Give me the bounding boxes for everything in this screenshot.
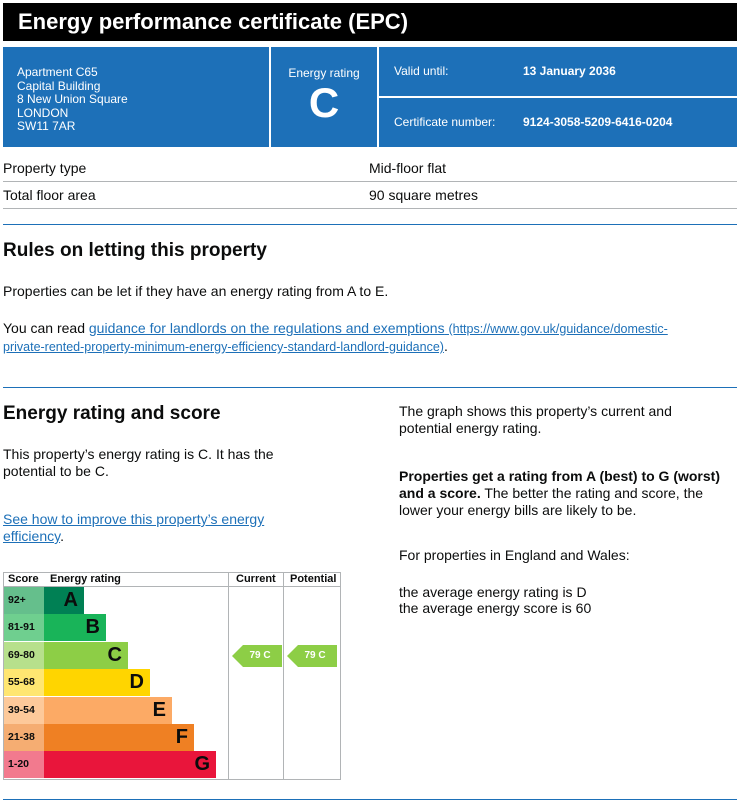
rating-scale-paragraph xyxy=(399,468,737,519)
address-line: SW11 7AR xyxy=(17,119,76,133)
chart-divider xyxy=(283,573,284,779)
band-letter: F xyxy=(175,726,188,748)
band-bar xyxy=(44,669,150,696)
band-score-label: 21-38 xyxy=(4,724,44,751)
certificate-number-cell xyxy=(379,98,737,147)
improve-paragraph xyxy=(3,511,303,545)
certificate-number-label: Certificate number: xyxy=(394,115,496,129)
band-bar xyxy=(44,642,128,669)
chart-header-potential: Potential xyxy=(290,573,337,585)
section-divider xyxy=(3,799,737,800)
landlord-guidance-link[interactable] xyxy=(3,320,668,354)
landlord-guidance-url: private-rented-property-minimum-energy-efficiency-standard-landlord-guidance) xyxy=(3,340,444,354)
improve-efficiency-link[interactable]: See how to improve this property’s energy efficiency xyxy=(3,511,265,544)
chart-header-rating: Energy rating xyxy=(50,573,121,585)
band-letter: A xyxy=(63,589,78,611)
band-score-label: 1-20 xyxy=(4,751,44,778)
letting-heading: Rules on letting this property xyxy=(3,240,267,261)
valid-until-value: 13 January 2036 xyxy=(523,64,616,78)
band-letter: G xyxy=(194,753,210,776)
band-bar xyxy=(44,724,194,751)
property-type-row xyxy=(3,155,737,182)
energy-rating-letter: C xyxy=(308,79,340,126)
band-bar xyxy=(44,614,106,641)
guidance-prefix: You can read xyxy=(3,320,89,336)
band-score-label: 81-91 xyxy=(4,614,44,641)
potential-rating-arrow xyxy=(287,645,337,667)
property-type-value: Mid-floor flat xyxy=(369,160,447,176)
score-heading: Energy rating and score xyxy=(3,403,221,424)
band-score-label: 69-80 xyxy=(4,642,44,669)
band-bar xyxy=(44,587,84,614)
current-rating-arrow-label: 79 C xyxy=(249,649,271,661)
energy-rating-box xyxy=(271,47,377,147)
band-letter: B xyxy=(85,616,100,639)
rating-description: This property’s energy rating is C. It has the potential to be C. xyxy=(3,446,274,479)
floor-area-row xyxy=(3,182,737,209)
floor-area-value: 90 square metres xyxy=(369,187,478,203)
potential-rating-arrow-label: 79 C xyxy=(304,649,326,661)
page-title: Energy performance certificate (EPC) xyxy=(3,3,737,41)
valid-until-cell xyxy=(379,47,737,96)
average-rating-text: the average energy rating is D xyxy=(399,584,587,600)
region-text: For properties in England and Wales: xyxy=(399,547,630,563)
property-address xyxy=(3,47,269,147)
graph-description: The graph shows this property’s current and potential energy rating. xyxy=(399,403,672,436)
address-line: Apartment C65 xyxy=(17,65,98,79)
section-divider xyxy=(3,387,737,388)
valid-until-label: Valid until: xyxy=(394,64,449,78)
band-score-label: 55-68 xyxy=(4,669,44,696)
current-rating-arrow xyxy=(232,645,282,667)
energy-rating-label: Energy rating xyxy=(288,66,360,80)
improve-suffix: . xyxy=(60,528,64,544)
certificate-header xyxy=(3,47,737,147)
floor-area-label: Total floor area xyxy=(3,187,96,203)
rating-scale-bold: Properties get a rating from A (best) to G (worst) and a score. xyxy=(399,468,720,501)
address-line: Capital Building xyxy=(17,78,101,93)
section-divider xyxy=(3,224,737,225)
band-letter: D xyxy=(129,671,144,694)
letting-paragraph: Properties can be let if they have an energy rating from A to E. xyxy=(3,283,389,299)
band-score-label: 92+ xyxy=(4,587,44,614)
rating-scale-rest: The better the rating and score, the lower your energy bills are likely to be. xyxy=(399,485,704,518)
band-letter: C xyxy=(107,643,122,666)
landlord-guidance-link-text: guidance for landlords on the regulations and exemptions xyxy=(88,320,445,336)
landlord-guidance-url: (https://www.gov.uk/guidance/domestic- xyxy=(448,322,668,336)
energy-rating-chart xyxy=(3,572,341,780)
band-score-label: 39-54 xyxy=(4,697,44,724)
band-bar xyxy=(44,751,216,778)
certificate-number-value: 9124-3058-5209-6416-0204 xyxy=(523,115,673,129)
address-line: LONDON xyxy=(17,105,69,120)
band-bar xyxy=(44,697,172,724)
guidance-suffix: . xyxy=(443,338,448,354)
chart-header-current: Current xyxy=(236,573,276,585)
letting-guidance-paragraph xyxy=(3,320,723,356)
band-letter: E xyxy=(152,698,166,721)
average-score-text: the average energy score is 60 xyxy=(399,600,592,616)
chart-divider xyxy=(228,573,229,779)
chart-header-score: Score xyxy=(8,573,39,585)
address-line: 8 New Union Square xyxy=(17,92,128,106)
property-type-label: Property type xyxy=(3,160,87,176)
